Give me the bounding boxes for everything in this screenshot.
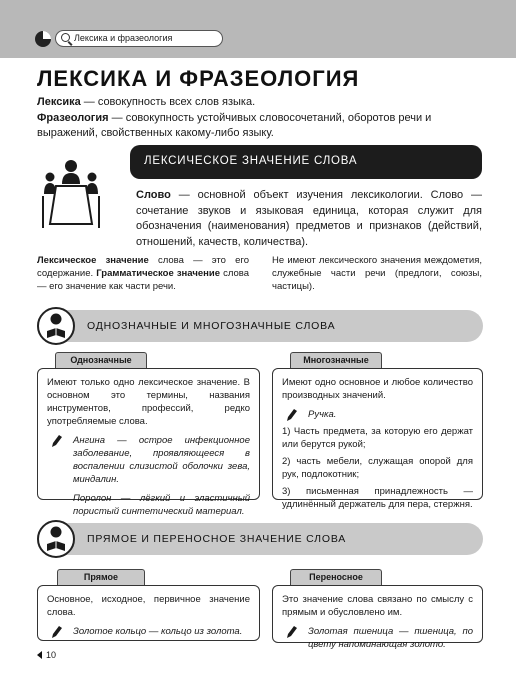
single-meaning-example-1: Ангина — острое инфекционное заболевание, проявляющееся в воспалении слизистой оболочки зева, миндалин. <box>47 434 250 486</box>
breadcrumb-text: Лексика и фразеология <box>74 33 173 43</box>
lexical-grammatical-meaning-text: Лексическое значение слова — это его содержание. Грамматическое значение слова — его значение как части речи. <box>37 255 249 292</box>
lexika-definition: Лексика — совокупность всех слов языка. <box>37 96 256 108</box>
frazeologia-definition: Фразеология — совокупность устойчивых словосочетаний, оборотов речи и выражений, свойственных какому-либо языку. <box>37 111 432 139</box>
slovo-definition: Слово — основной объект изучения лексикологии. Слово — сочетание звуков и языковая единица, которая служит для обозначения (наименования) предметов и признаков (действий, отношений, качеств, количества). <box>136 189 482 248</box>
top-bar <box>0 0 516 58</box>
reader-icon <box>37 520 75 558</box>
direct-meaning-box <box>37 585 260 641</box>
multi-meaning-item-1: 1) Часть предмета, за которую его держат или берутся рукой; <box>282 426 473 450</box>
pen-icon <box>284 408 298 422</box>
meeting-icon <box>40 158 102 230</box>
section-heading-direct-figurative: ПРЯМОЕ И ПЕРЕНОСНОЕ ЗНАЧЕНИЕ СЛОВА <box>37 523 483 555</box>
page-title: ЛЕКСИКА И ФРАЗЕОЛОГИЯ <box>37 66 360 91</box>
multi-meaning-box <box>272 368 483 510</box>
pen-icon <box>49 434 63 448</box>
direct-meaning-description: Основное, исходное, первичное значение слова. <box>47 594 250 618</box>
multi-meaning-description: Имеют одно основное и любое количество производных значений. <box>282 377 473 401</box>
pie-chart-icon <box>35 31 51 47</box>
section-heading-lexical-meaning: ЛЕКСИЧЕСКОЕ ЗНАЧЕНИЕ СЛОВА <box>130 145 482 179</box>
multi-meaning-item-2: 2) часть мебели, служащая опорой для рук, подлокотник; <box>282 456 473 480</box>
pen-icon <box>49 625 63 639</box>
figurative-meaning-description: Это значение слова связано по смыслу с прямым и обусловлено им. <box>282 594 473 618</box>
reader-icon <box>37 307 75 345</box>
no-lexical-meaning-text: Не имеют лексического значения междометия, служебные части речи (предлоги, союзы, частицы). <box>272 255 482 292</box>
single-meaning-box <box>37 368 260 517</box>
single-meaning-example-2: Поролон — лёгкий и эластичный пористый синтетический материал. <box>73 493 250 517</box>
tab-single-meaning: Однозначные <box>55 352 147 368</box>
definitions <box>37 95 477 142</box>
multi-meaning-example: Ручка. <box>282 408 473 421</box>
pen-icon <box>284 625 298 639</box>
tab-direct-meaning: Прямое <box>57 569 145 585</box>
figurative-meaning-example: Золотая пшеница — пшеница, по цвету напоминающая золото. <box>282 625 473 651</box>
section-heading-single-multi: ОДНОЗНАЧНЫЕ И МНОГОЗНАЧНЫЕ СЛОВА <box>37 310 483 342</box>
multi-meaning-item-3: 3) письменная принадлежность — удлинённый держатель для пера, стержня. <box>282 486 473 510</box>
breadcrumb-search-field[interactable] <box>55 30 223 47</box>
direct-meaning-example: Золотое кольцо — кольцо из золота. <box>47 625 250 638</box>
tab-figurative-meaning: Переносное <box>290 569 382 585</box>
search-icon <box>61 33 70 42</box>
page-number: 10 <box>37 650 56 660</box>
tab-multi-meaning: Многозначные <box>290 352 382 368</box>
single-meaning-description: Имеют только одно лексическое значение. В основном это термины, названия инструментов, профессий, редко употребляемые слова. <box>47 377 250 427</box>
figurative-meaning-box <box>272 585 483 650</box>
